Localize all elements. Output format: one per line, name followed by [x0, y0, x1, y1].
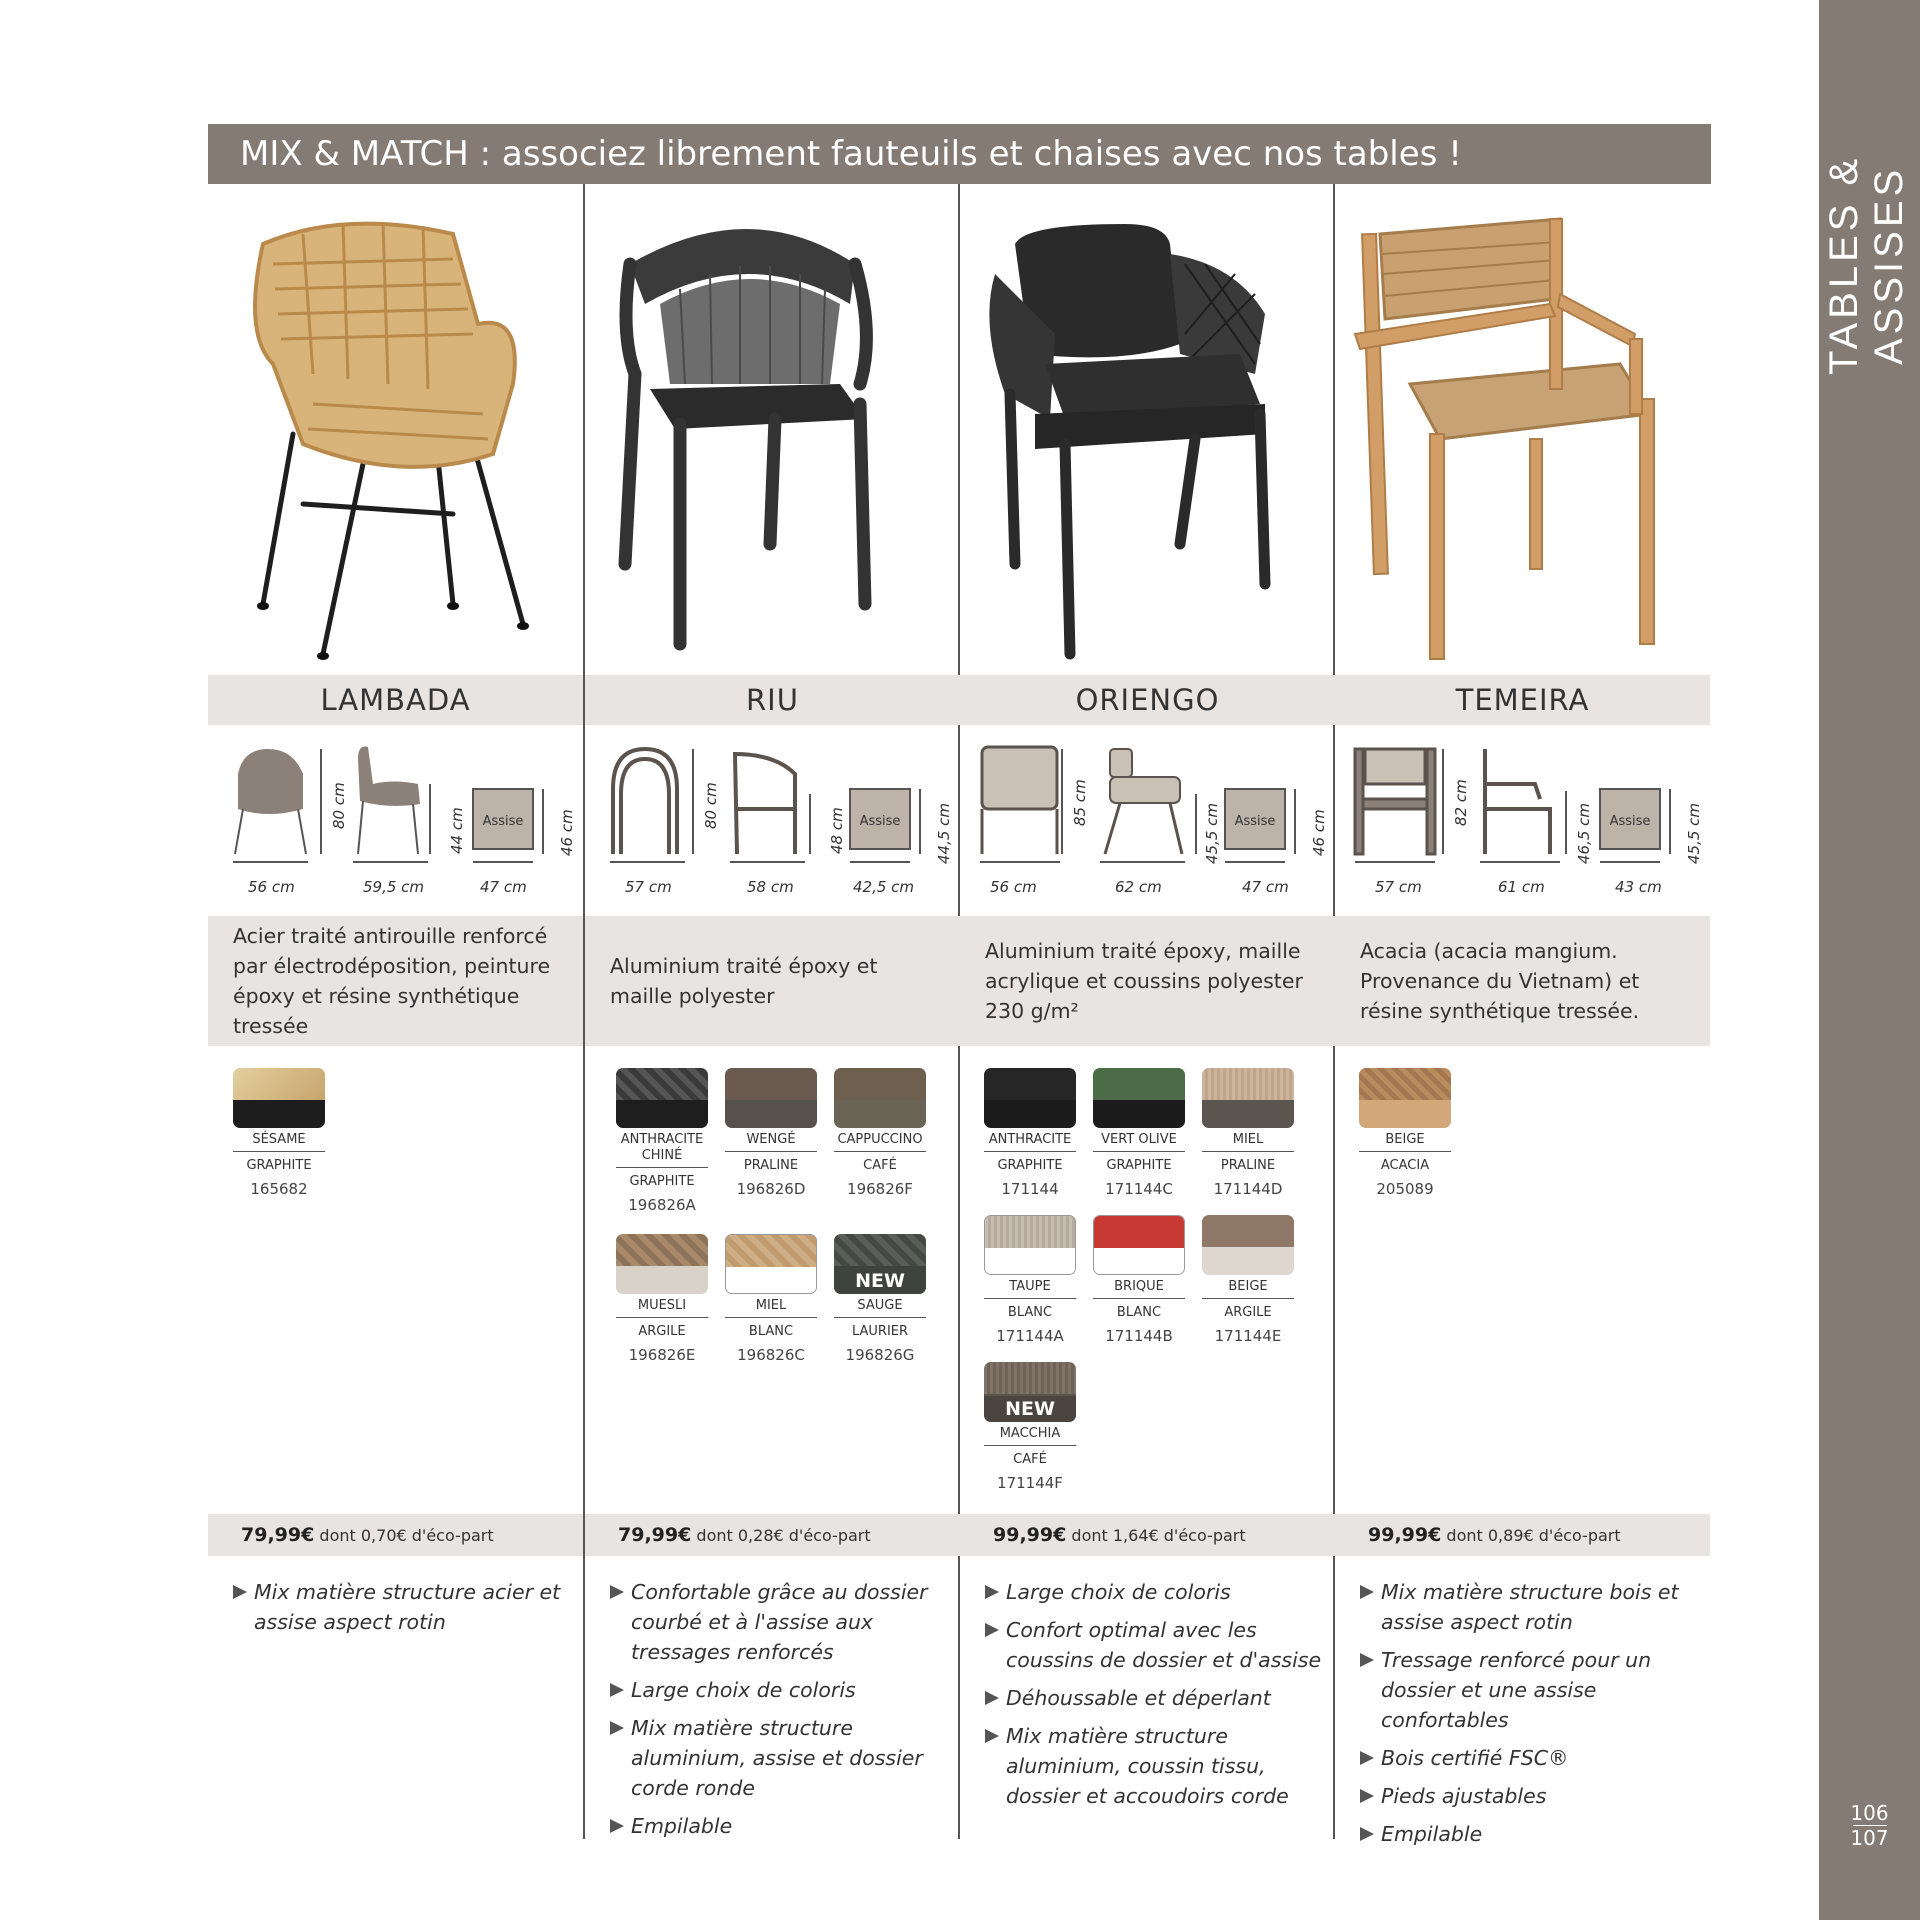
- new-badge: NEW: [834, 1268, 926, 1294]
- feature-item: Pieds ajustables: [1360, 1781, 1705, 1811]
- feature-list: [985, 1577, 1330, 1819]
- dim-seat-height: 46 cm: [558, 809, 576, 856]
- swatch-ref: 171144: [1001, 1180, 1059, 1198]
- feature-item: Bois certifié FSC®: [1360, 1743, 1705, 1773]
- material-text: Acacia (acacia mangium. Provenance du Vietnam) et résine synthétique tressée.: [1360, 939, 1640, 1023]
- side-view-silhouette: [735, 754, 795, 854]
- color-swatch[interactable]: [984, 1362, 1076, 1492]
- dim-seat-width: 43 cm: [1615, 878, 1662, 896]
- color-swatch[interactable]: [834, 1068, 926, 1198]
- product-column-oriengo: [960, 184, 1335, 1839]
- page-numbers: [1819, 1802, 1920, 1849]
- bullet-arrow-icon: [985, 1729, 999, 1743]
- feature-item: Large choix de coloris: [985, 1577, 1330, 1607]
- feature-item: Empilable: [1360, 1819, 1705, 1849]
- swatch-color-1: MACCHIA: [984, 1426, 1076, 1446]
- swatch-color-1: MIEL: [725, 1298, 817, 1318]
- feature-item: Mix matière structure aluminium, assise et dossier corde ronde: [610, 1713, 955, 1803]
- feature-list: [610, 1577, 955, 1849]
- feature-item: Tressage renforcé pour un dossier et une assise confortables: [1360, 1645, 1705, 1735]
- color-swatch[interactable]: [834, 1234, 926, 1364]
- material-band: [960, 916, 1335, 1046]
- color-swatch[interactable]: [1359, 1068, 1451, 1198]
- color-swatch[interactable]: [984, 1068, 1076, 1198]
- swatch-color-1: ANTHRACITE CHINÉ: [616, 1132, 708, 1168]
- swatch-ref: 171144C: [1105, 1180, 1173, 1198]
- swatch-color-2: ARGILE: [638, 1324, 686, 1339]
- swatch-ref: 171144F: [997, 1474, 1063, 1492]
- product-name: LAMBADA: [208, 675, 583, 725]
- eco-participation: dont 0,89€ d'éco-part: [1446, 1526, 1621, 1545]
- side-view-silhouette: [1105, 749, 1182, 854]
- material-band: [585, 916, 960, 1046]
- color-swatch[interactable]: [725, 1234, 817, 1364]
- swatch-color-1: MUESLI: [616, 1298, 708, 1318]
- swatch-color-2: ARGILE: [1224, 1305, 1272, 1320]
- color-swatch[interactable]: [1093, 1215, 1185, 1345]
- banner-title: MIX & MATCH : associez librement fauteuils et chaises avec nos tables !: [208, 124, 1711, 184]
- swatch-color-1: SAUGE: [834, 1298, 926, 1318]
- bullet-arrow-icon: [1360, 1653, 1374, 1667]
- product-column-riu: [585, 184, 960, 1839]
- color-swatch[interactable]: [984, 1215, 1076, 1345]
- dim-height: 82 cm: [1452, 779, 1470, 826]
- dim-height: 80 cm: [702, 782, 720, 829]
- product-column-lambada: [208, 184, 583, 1839]
- feature-item: Confort optimal avec les coussins de dossier et d'assise: [985, 1615, 1330, 1675]
- dim-height: 85 cm: [1071, 779, 1089, 826]
- price-band: [1335, 1514, 1710, 1556]
- swatch-color-2: GRAPHITE: [629, 1174, 695, 1189]
- feature-item: Déhoussable et déperlant: [985, 1683, 1330, 1713]
- color-swatch[interactable]: [1093, 1068, 1185, 1198]
- swatch-ref: 196826F: [847, 1180, 913, 1198]
- dim-depth: 59,5 cm: [363, 878, 425, 896]
- swatch-ref: 171144E: [1214, 1327, 1282, 1345]
- price: 79,99€: [618, 1524, 692, 1546]
- swatch-color-2: BLANC: [1007, 1305, 1053, 1320]
- color-swatch[interactable]: [616, 1234, 708, 1364]
- product-column-temeira: [1335, 184, 1710, 1846]
- swatch-color-2: GRAPHITE: [246, 1158, 312, 1173]
- seat-label: Assise: [482, 814, 524, 829]
- swatch-ref: 171144A: [996, 1327, 1064, 1345]
- price-band: [208, 1514, 583, 1556]
- dim-height: 80 cm: [330, 782, 348, 829]
- swatch-color-2: CAFÉ: [1013, 1452, 1047, 1467]
- chair-photo-temeira: [1350, 204, 1695, 664]
- price: 79,99€: [241, 1524, 315, 1546]
- dim-depth: 58 cm: [747, 878, 794, 896]
- chair-photo-riu: [600, 204, 945, 664]
- swatch-color-1: BRIQUE: [1093, 1279, 1185, 1299]
- dim-arm-height: 46,5 cm: [1575, 802, 1593, 864]
- feature-item: Large choix de coloris: [610, 1675, 955, 1705]
- dim-arm-height: 45,5 cm: [1203, 802, 1221, 864]
- dim-seat-width: 47 cm: [480, 878, 527, 896]
- product-name: TEMEIRA: [1335, 675, 1710, 725]
- feature-list: [233, 1577, 578, 1645]
- price-band: [960, 1514, 1335, 1556]
- swatch-ref: 196826G: [845, 1346, 915, 1364]
- dim-arm-height: 48 cm: [828, 807, 846, 854]
- material-text: Aluminium traité époxy, maille acrylique et coussins polyester 230 g/m²: [985, 939, 1303, 1023]
- bullet-arrow-icon: [1360, 1585, 1374, 1599]
- swatch-color-2: CAFÉ: [863, 1158, 897, 1173]
- front-view-silhouette: [1355, 749, 1435, 854]
- swatch-color-2: ACACIA: [1380, 1158, 1430, 1173]
- dim-depth: 62 cm: [1115, 878, 1162, 896]
- seat-label: Assise: [1609, 814, 1651, 829]
- chair-photo-oriengo: [975, 204, 1320, 664]
- bullet-arrow-icon: [985, 1585, 999, 1599]
- dim-seat-width: 42,5 cm: [853, 878, 915, 896]
- swatch-color-2: BLANC: [748, 1324, 794, 1339]
- bullet-arrow-icon: [610, 1721, 624, 1735]
- eco-participation: dont 0,70€ d'éco-part: [319, 1526, 494, 1545]
- bullet-arrow-icon: [610, 1585, 624, 1599]
- bullet-arrow-icon: [1360, 1827, 1374, 1841]
- swatch-ref: 196826D: [736, 1180, 806, 1198]
- front-view-silhouette: [613, 749, 677, 854]
- swatch-color-2: PRALINE: [743, 1158, 799, 1173]
- dim-depth: 61 cm: [1498, 878, 1545, 896]
- material-band: [208, 916, 583, 1046]
- seat-label: Assise: [859, 814, 901, 829]
- material-text: Acier traité antirouille renforcé par électrodéposition, peinture époxy et résine synthétique tressée: [233, 924, 551, 1038]
- feature-list: [1360, 1577, 1705, 1857]
- product-name: RIU: [585, 675, 960, 725]
- swatch-color-1: MIEL: [1202, 1132, 1294, 1152]
- swatch-color-1: VERT OLIVE: [1093, 1132, 1185, 1152]
- swatch-color-1: BEIGE: [1359, 1132, 1451, 1152]
- new-badge: NEW: [984, 1396, 1076, 1422]
- swatch-color-2: GRAPHITE: [1106, 1158, 1172, 1173]
- material-text: Aluminium traité époxy et maille polyester: [610, 954, 878, 1008]
- section-title: TABLES & ASSISES: [1822, 154, 1911, 376]
- color-swatch[interactable]: [233, 1068, 325, 1198]
- material-band: [1335, 916, 1710, 1046]
- swatch-color-2: PRALINE: [1220, 1158, 1276, 1173]
- swatch-color-2: GRAPHITE: [997, 1158, 1063, 1173]
- dim-seat-height: 45,5 cm: [1685, 802, 1703, 864]
- eco-participation: dont 1,64€ d'éco-part: [1071, 1526, 1246, 1545]
- dim-width: 57 cm: [1375, 878, 1422, 896]
- feature-item: Empilable: [610, 1811, 955, 1841]
- color-swatch[interactable]: [616, 1068, 708, 1214]
- swatch-color-1: ANTHRACITE: [984, 1132, 1076, 1152]
- bullet-arrow-icon: [1360, 1751, 1374, 1765]
- price: 99,99€: [993, 1524, 1067, 1546]
- feature-item: Mix matière structure bois et assise aspect rotin: [1360, 1577, 1705, 1637]
- swatch-ref: 196826C: [737, 1346, 805, 1364]
- swatch-color-1: WENGÉ: [725, 1132, 817, 1152]
- swatch-color-2: BLANC: [1116, 1305, 1162, 1320]
- color-swatch[interactable]: [1202, 1068, 1294, 1198]
- swatch-chip: [233, 1068, 325, 1128]
- bullet-arrow-icon: [610, 1819, 624, 1833]
- swatch-ref: 196826E: [628, 1346, 696, 1364]
- swatch-color-1: TAUPE: [984, 1279, 1076, 1299]
- dim-width: 56 cm: [248, 878, 295, 896]
- feature-item: Mix matière structure aluminium, coussin tissu, dossier et accoudoirs corde: [985, 1721, 1330, 1811]
- swatch-color-2: LAURIER: [851, 1324, 909, 1339]
- dim-width: 57 cm: [625, 878, 672, 896]
- bullet-arrow-icon: [610, 1683, 624, 1697]
- front-view-silhouette: [235, 749, 306, 854]
- dim-width: 56 cm: [990, 878, 1037, 896]
- swatch-color-1: CAPPUCCINO: [834, 1132, 926, 1152]
- swatch-ref: 196826A: [628, 1196, 696, 1214]
- dim-seat-width: 47 cm: [1242, 878, 1289, 896]
- side-view-silhouette: [1485, 749, 1550, 854]
- bullet-arrow-icon: [233, 1585, 247, 1599]
- bullet-arrow-icon: [1360, 1789, 1374, 1803]
- price-band: [585, 1514, 960, 1556]
- price: 99,99€: [1368, 1524, 1442, 1546]
- swatch-ref: 171144B: [1105, 1327, 1173, 1345]
- eco-participation: dont 0,28€ d'éco-part: [696, 1526, 871, 1545]
- chair-photo-lambada: [223, 204, 568, 664]
- swatch-color-1: SÉSAME: [233, 1132, 325, 1152]
- seat-label: Assise: [1234, 814, 1276, 829]
- page-number-right: 107: [1850, 1826, 1889, 1850]
- dim-seat-height: 46 cm: [1310, 809, 1328, 856]
- side-view-silhouette: [358, 747, 420, 855]
- feature-item: Confortable grâce au dossier courbé et à l'assise aux tressages renforcés: [610, 1577, 955, 1667]
- dim-seat-height: 44,5 cm: [935, 802, 953, 864]
- color-swatch[interactable]: [1202, 1215, 1294, 1345]
- front-view-silhouette: [982, 747, 1057, 854]
- dim-arm-height: 44 cm: [448, 807, 466, 854]
- swatch-color-1: BEIGE: [1202, 1279, 1294, 1299]
- product-name: ORIENGO: [960, 675, 1335, 725]
- page-number-left: 106: [1850, 1801, 1889, 1825]
- bullet-arrow-icon: [985, 1623, 999, 1637]
- swatch-ref: 165682: [250, 1180, 308, 1198]
- feature-item: Mix matière structure acier et assise aspect rotin: [233, 1577, 578, 1637]
- swatch-ref: 205089: [1376, 1180, 1434, 1198]
- color-swatch[interactable]: [725, 1068, 817, 1198]
- swatch-ref: 171144D: [1213, 1180, 1283, 1198]
- bullet-arrow-icon: [985, 1691, 999, 1705]
